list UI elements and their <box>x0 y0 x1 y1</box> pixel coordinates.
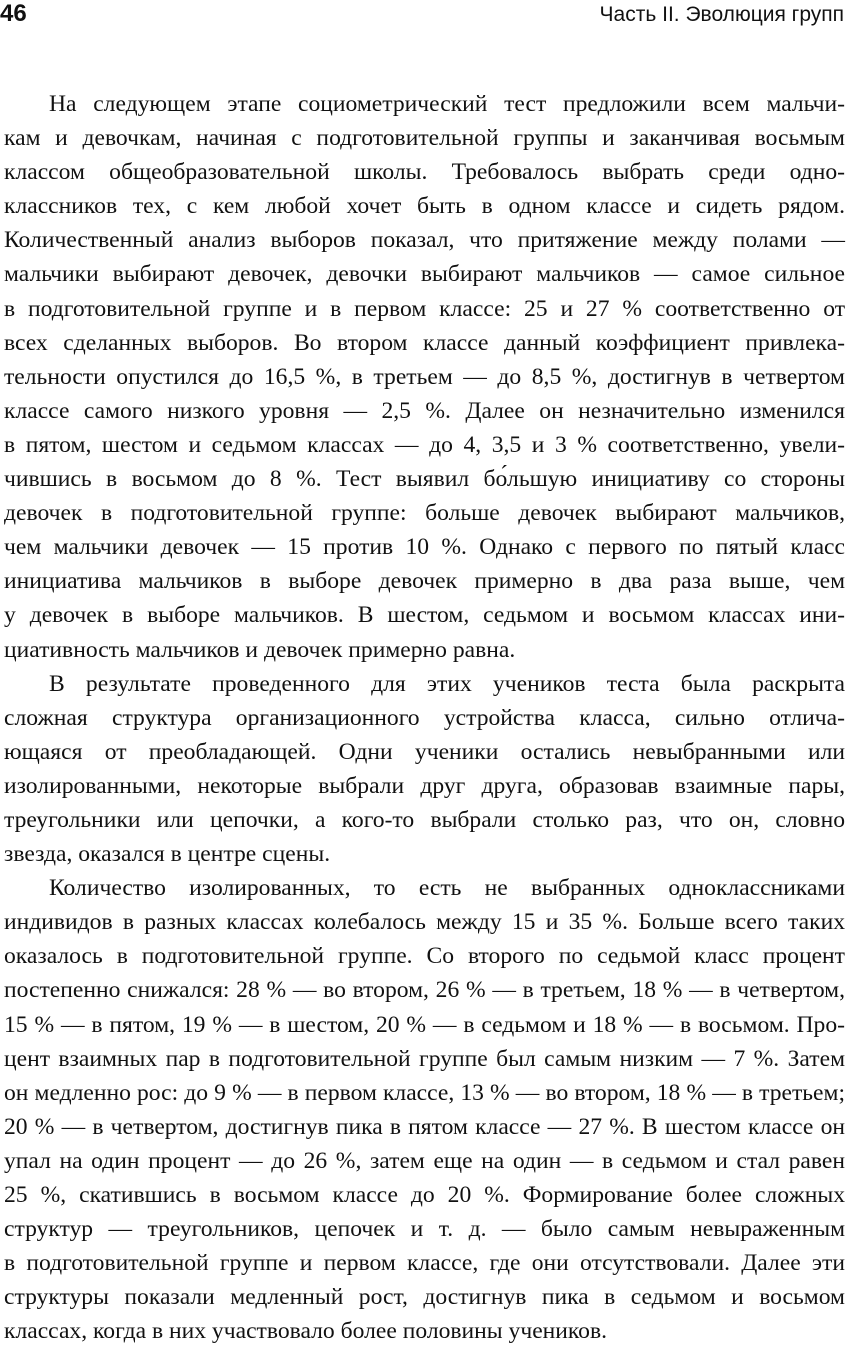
text-line: циативность мальчиков и девочек примерно равна. <box>4 636 516 663</box>
text-line: В результате проведенного для этих учеников теста была раскрыта <box>49 670 845 697</box>
text-line: оказалось в подготовительной группе. Со второго по седьмой класс процент <box>4 943 845 970</box>
text-line: он медленно рос: до 9 % — в первом классе, 13 % — во втором, 18 % — в третьем; <box>4 1079 845 1106</box>
text-line: ющаяся от преобладающей. Одни ученики остались невыбранными или <box>4 738 845 765</box>
text-line: На следующем этапе социометрический тест предложили всем мальчи- <box>49 91 845 117</box>
text-line: в подготовительной группе и в первом классе: 25 и 27 % соответственно от <box>4 295 845 322</box>
text-line: структур — треугольников, цепочек и т. д. — было самым невыраженным <box>4 1216 845 1243</box>
text-line: классах, когда в них участвовало более половины учеников. <box>4 1318 608 1345</box>
text-line: в подготовительной группе и первом классе, где они отсутствовали. Далее эти <box>4 1250 845 1277</box>
text-line: изолированными, некоторые выбрали друг друга, образовав взаимные пары, <box>4 772 845 799</box>
page-number: 46 <box>0 0 27 27</box>
text-line: всех сделанных выборов. Во втором классе данный коэффициент привлека- <box>4 329 845 356</box>
body-text <box>4 87 845 1348</box>
text-line: звезда, оказался в центре сцены. <box>4 841 331 868</box>
text-line: треугольники или цепочки, а кого-то выбрали столько раз, что он, словно <box>4 806 845 833</box>
text-line: классом общеобразовательной школы. Требовалось выбрать среди одно- <box>4 159 845 186</box>
text-line: тельности опустился до 16,5 %, в третьем — до 8,5 %, достигнув в четвертом <box>4 363 845 390</box>
text-line: чем мальчики девочек — 15 против 10 %. Однако с первого по пятый класс <box>4 534 845 561</box>
text-line: Количественный анализ выборов показал, что притяжение между полами — <box>4 227 845 254</box>
text-line: кам и девочкам, начиная с подготовительной группы и заканчивая восьмым <box>4 125 845 152</box>
text-line: цент взаимных пар в подготовительной группе был самым низким — 7 %. Затем <box>4 1045 845 1072</box>
text-line: девочек в подготовительной группе: больше девочек выбирают мальчиков, <box>4 500 845 527</box>
text-line: инициатива мальчиков в выборе девочек примерно в два раза выше, чем <box>4 568 845 595</box>
page-header <box>0 0 848 40</box>
text-line: индивидов в разных классах колебалось между 15 и 35 %. Больше всего таких <box>4 909 845 936</box>
text-line: мальчики выбирают девочек, девочки выбирают мальчиков — самое сильное <box>4 261 845 288</box>
text-line: 25 %, скатившись в восьмом классе до 20 %. Формирование более сложных <box>4 1182 845 1208</box>
text-line: постепенно снижался: 28 % — во втором, 26 % — в третьем, 18 % — в четвертом, <box>4 977 845 1004</box>
paragraph <box>4 87 845 667</box>
text-line: 15 % — в пятом, 19 % — в шестом, 20 % — в седьмом и 18 % — в восьмом. Про- <box>4 1011 845 1038</box>
text-line: 20 % — в четвертом, достигнув пика в пятом классе — 27 %. В шестом классе он <box>4 1113 845 1140</box>
text-line: упал на один процент — до 26 %, затем еще на один — в седьмом и стал равен <box>4 1147 845 1174</box>
text-line: классе самого низкого уровня — 2,5 %. Далее он незначительно изменился <box>4 397 845 424</box>
text-line: Количество изолированных, то есть не выбранных одноклассниками <box>49 875 845 902</box>
paragraph <box>4 871 845 1348</box>
paragraph <box>4 667 845 872</box>
text-line: сложная структура организационного устройства класса, сильно отлича- <box>4 704 845 731</box>
text-line: в пятом, шестом и седьмом классах — до 4, 3,5 и 3 % соответственно, увели- <box>4 431 845 458</box>
text-line: структуры показали медленный рост, достигнув пика в седьмом и восьмом <box>4 1284 845 1311</box>
text-line: чившись в восьмом до 8 %. Тест выявил бо́льшую инициативу со стороны <box>4 466 845 493</box>
text-line: классников тех, с кем любой хочет быть в одном классе и сидеть рядом. <box>4 193 845 220</box>
running-title: Часть II. Эволюция групп <box>599 3 844 26</box>
text-line: у девочек в выборе мальчиков. В шестом, седьмом и восьмом классах ини- <box>4 602 845 629</box>
